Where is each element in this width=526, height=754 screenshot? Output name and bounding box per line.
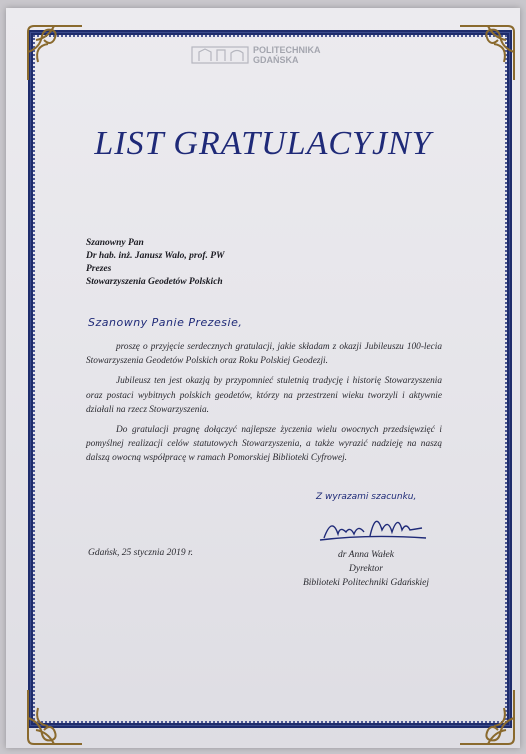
logo-line-2: GDAŃSKA bbox=[253, 55, 299, 65]
addressee-line: Dr hab. inż. Janusz Walo, prof. PW bbox=[86, 251, 225, 261]
corner-ornament-icon bbox=[24, 22, 86, 84]
logo-line-1: POLITECHNIKA bbox=[253, 45, 321, 55]
handwritten-signature bbox=[318, 508, 428, 544]
signer-role: Dyrektor bbox=[349, 564, 383, 574]
signer-name: dr Anna Wałek bbox=[338, 550, 394, 560]
corner-ornament-icon bbox=[24, 686, 86, 748]
corner-ornament-icon bbox=[456, 686, 518, 748]
university-logo bbox=[191, 44, 321, 66]
body-paragraph: Jubileusz ten jest okazją by przypomnieć stuletnią tradycję i historię Stowarzyszenia oraz postaci wybitnych polskich geodetów, którzy na przestrzeni wieku tworzyli i aktywnie działali na rzecz Stowarzyszenia. bbox=[86, 376, 442, 415]
handwritten-salutation: Szanowny Panie Prezesie, bbox=[88, 316, 243, 329]
handwritten-closing: Z wyrazami szacunku, bbox=[316, 492, 417, 502]
signer-institution: Biblioteki Politechniki Gdańskiej bbox=[302, 578, 430, 588]
letter-body bbox=[86, 340, 442, 472]
certificate-title: LIST GRATULACYJNY bbox=[94, 125, 432, 162]
place-and-date: Gdańsk, 25 stycznia 2019 r. bbox=[88, 548, 194, 558]
addressee-line: Prezes bbox=[86, 264, 112, 274]
body-paragraph: Do gratulacji pragnę dołączyć najlepsze życzenia wielu owocnych przedsięwzięć i pomyślnej realizacji celów statutowych Stowarzyszenia, a także wyrazić nadzieję na naszą dalszą owocną współpracę w ramach Pomorskiej Biblioteki Cyfrowej. bbox=[86, 425, 442, 464]
signer-block bbox=[276, 548, 456, 590]
addressee-line: Stowarzyszenia Geodetów Polskich bbox=[86, 277, 223, 287]
addressee-line: Szanowny Pan bbox=[86, 238, 144, 248]
addressee-block bbox=[86, 237, 225, 289]
corner-ornament-icon bbox=[456, 22, 518, 84]
university-emblem-icon bbox=[191, 44, 249, 66]
body-paragraph: proszę o przyjęcie serdecznych gratulacji, jakie składam z okazji Jubileuszu 100-lecia Stowarzyszenia Geodetów Polskich oraz Roku Polskiej Geodezji. bbox=[86, 342, 442, 367]
